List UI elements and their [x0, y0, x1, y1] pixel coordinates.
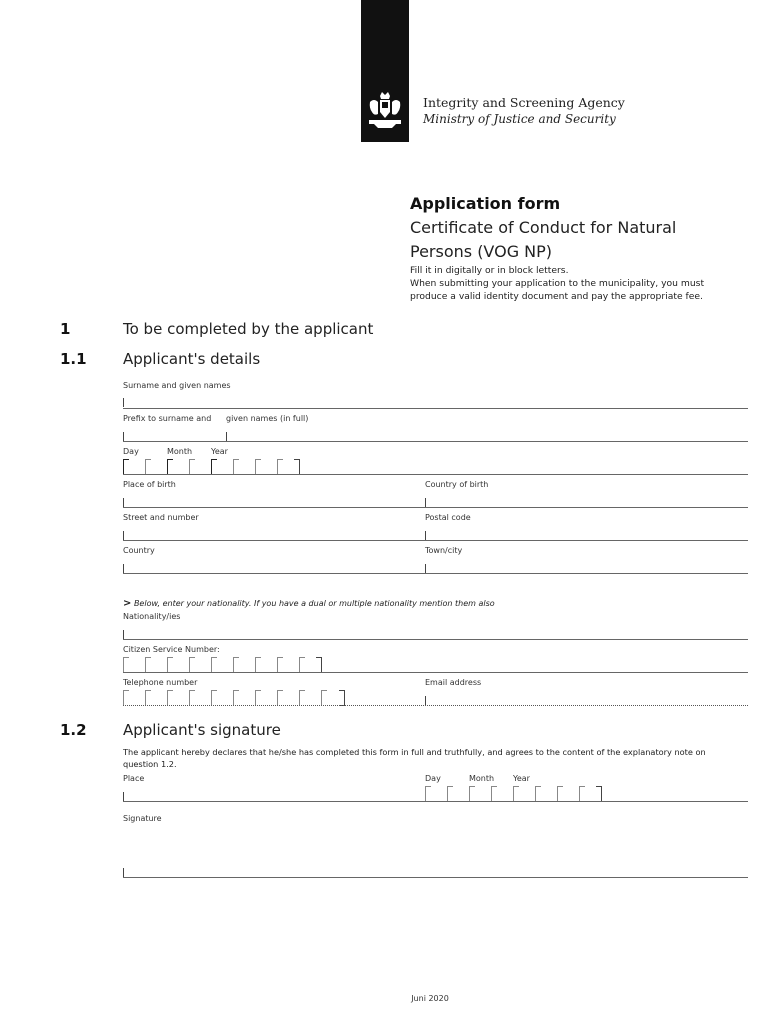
- section-1-1-number: 1.1: [60, 350, 87, 368]
- name-underline: [123, 441, 748, 442]
- instruction-line-2: When submitting your application to the municipality, you must: [410, 278, 705, 289]
- bsn-input[interactable]: [123, 657, 323, 673]
- dob-month-label: Month: [167, 447, 193, 456]
- royal-crest-icon: [366, 90, 404, 130]
- place-date-underline: [123, 801, 748, 802]
- given-names-input[interactable]: [226, 432, 227, 441]
- address-underline: [123, 540, 748, 541]
- country-label: Country: [123, 546, 155, 555]
- birth-underline: [123, 507, 748, 508]
- agency-name: Integrity and Screening Agency: [423, 95, 625, 110]
- nationality-input[interactable]: [123, 630, 124, 639]
- surname-input[interactable]: [123, 398, 124, 407]
- date-of-birth-input[interactable]: [123, 459, 303, 475]
- signature-place-label: Place: [123, 774, 145, 783]
- declaration-text: The applicant hereby declares that he/she has completed this form in full and truthfully, and agrees to the content of the explanatory note on question 1.2.: [123, 747, 706, 769]
- chevron-right-icon: >: [123, 598, 132, 609]
- nationality-note: > Below, enter your nationality. If you have a dual or multiple nationality mention them also: [123, 598, 495, 609]
- dob-year-label: Year: [211, 447, 228, 456]
- signature-underline: [123, 877, 748, 878]
- town-input[interactable]: [425, 564, 426, 573]
- section-1-2-title: Applicant's signature: [123, 721, 281, 739]
- nationality-label: Nationality/ies: [123, 612, 181, 621]
- signature-month-label: Month: [469, 774, 495, 783]
- surname-underline: [123, 408, 748, 409]
- signature-label: Signature: [123, 814, 162, 823]
- form-subtitle-line1: Certificate of Conduct for Natural: [410, 218, 677, 237]
- telephone-underline: [123, 705, 748, 706]
- postal-code-label: Postal code: [425, 513, 471, 522]
- telephone-input[interactable]: [123, 690, 348, 706]
- footer-date: Juni 2020: [411, 994, 449, 1003]
- section-1-2-number: 1.2: [60, 721, 87, 739]
- dob-day-label: Day: [123, 447, 139, 456]
- prefix-label: Prefix to surname and: [123, 414, 212, 423]
- section-1-number: 1: [60, 320, 71, 338]
- telephone-label: Telephone number: [123, 678, 198, 687]
- country-of-birth-input[interactable]: [425, 498, 426, 507]
- ministry-name: Ministry of Justice and Security: [423, 112, 616, 126]
- place-of-birth-input[interactable]: [123, 498, 124, 507]
- bsn-underline: [123, 672, 748, 673]
- signature-place-input[interactable]: [123, 792, 124, 801]
- signature-input[interactable]: [123, 868, 124, 877]
- town-label: Town/city: [425, 546, 463, 555]
- street-label: Street and number: [123, 513, 199, 522]
- country-input[interactable]: [123, 564, 124, 573]
- section-1-1-title: Applicant's details: [123, 350, 261, 368]
- street-input[interactable]: [123, 531, 124, 540]
- country-underline: [123, 573, 748, 574]
- signature-year-label: Year: [513, 774, 530, 783]
- nationality-underline: [123, 639, 748, 640]
- email-label: Email address: [425, 678, 482, 687]
- given-names-label: given names (in full): [226, 414, 309, 423]
- country-of-birth-label: Country of birth: [425, 480, 489, 489]
- email-input[interactable]: [425, 696, 426, 705]
- postal-code-input[interactable]: [425, 531, 426, 540]
- section-1-title: To be completed by the applicant: [123, 320, 374, 338]
- signature-day-label: Day: [425, 774, 441, 783]
- form-subtitle-line2: Persons (VOG NP): [410, 242, 553, 261]
- header-emblem-bar: [361, 0, 409, 142]
- prefix-input[interactable]: [123, 432, 124, 441]
- place-of-birth-label: Place of birth: [123, 480, 176, 489]
- instruction-line-3: produce a valid identity document and pay the appropriate fee.: [410, 291, 703, 302]
- bsn-label: Citizen Service Number:: [123, 645, 220, 654]
- signature-date-input[interactable]: [425, 786, 610, 802]
- surname-label: Surname and given names: [123, 381, 231, 390]
- instruction-line-1: Fill it in digitally or in block letters.: [410, 265, 569, 276]
- form-title: Application form: [410, 194, 561, 213]
- dob-underline: [123, 474, 748, 475]
